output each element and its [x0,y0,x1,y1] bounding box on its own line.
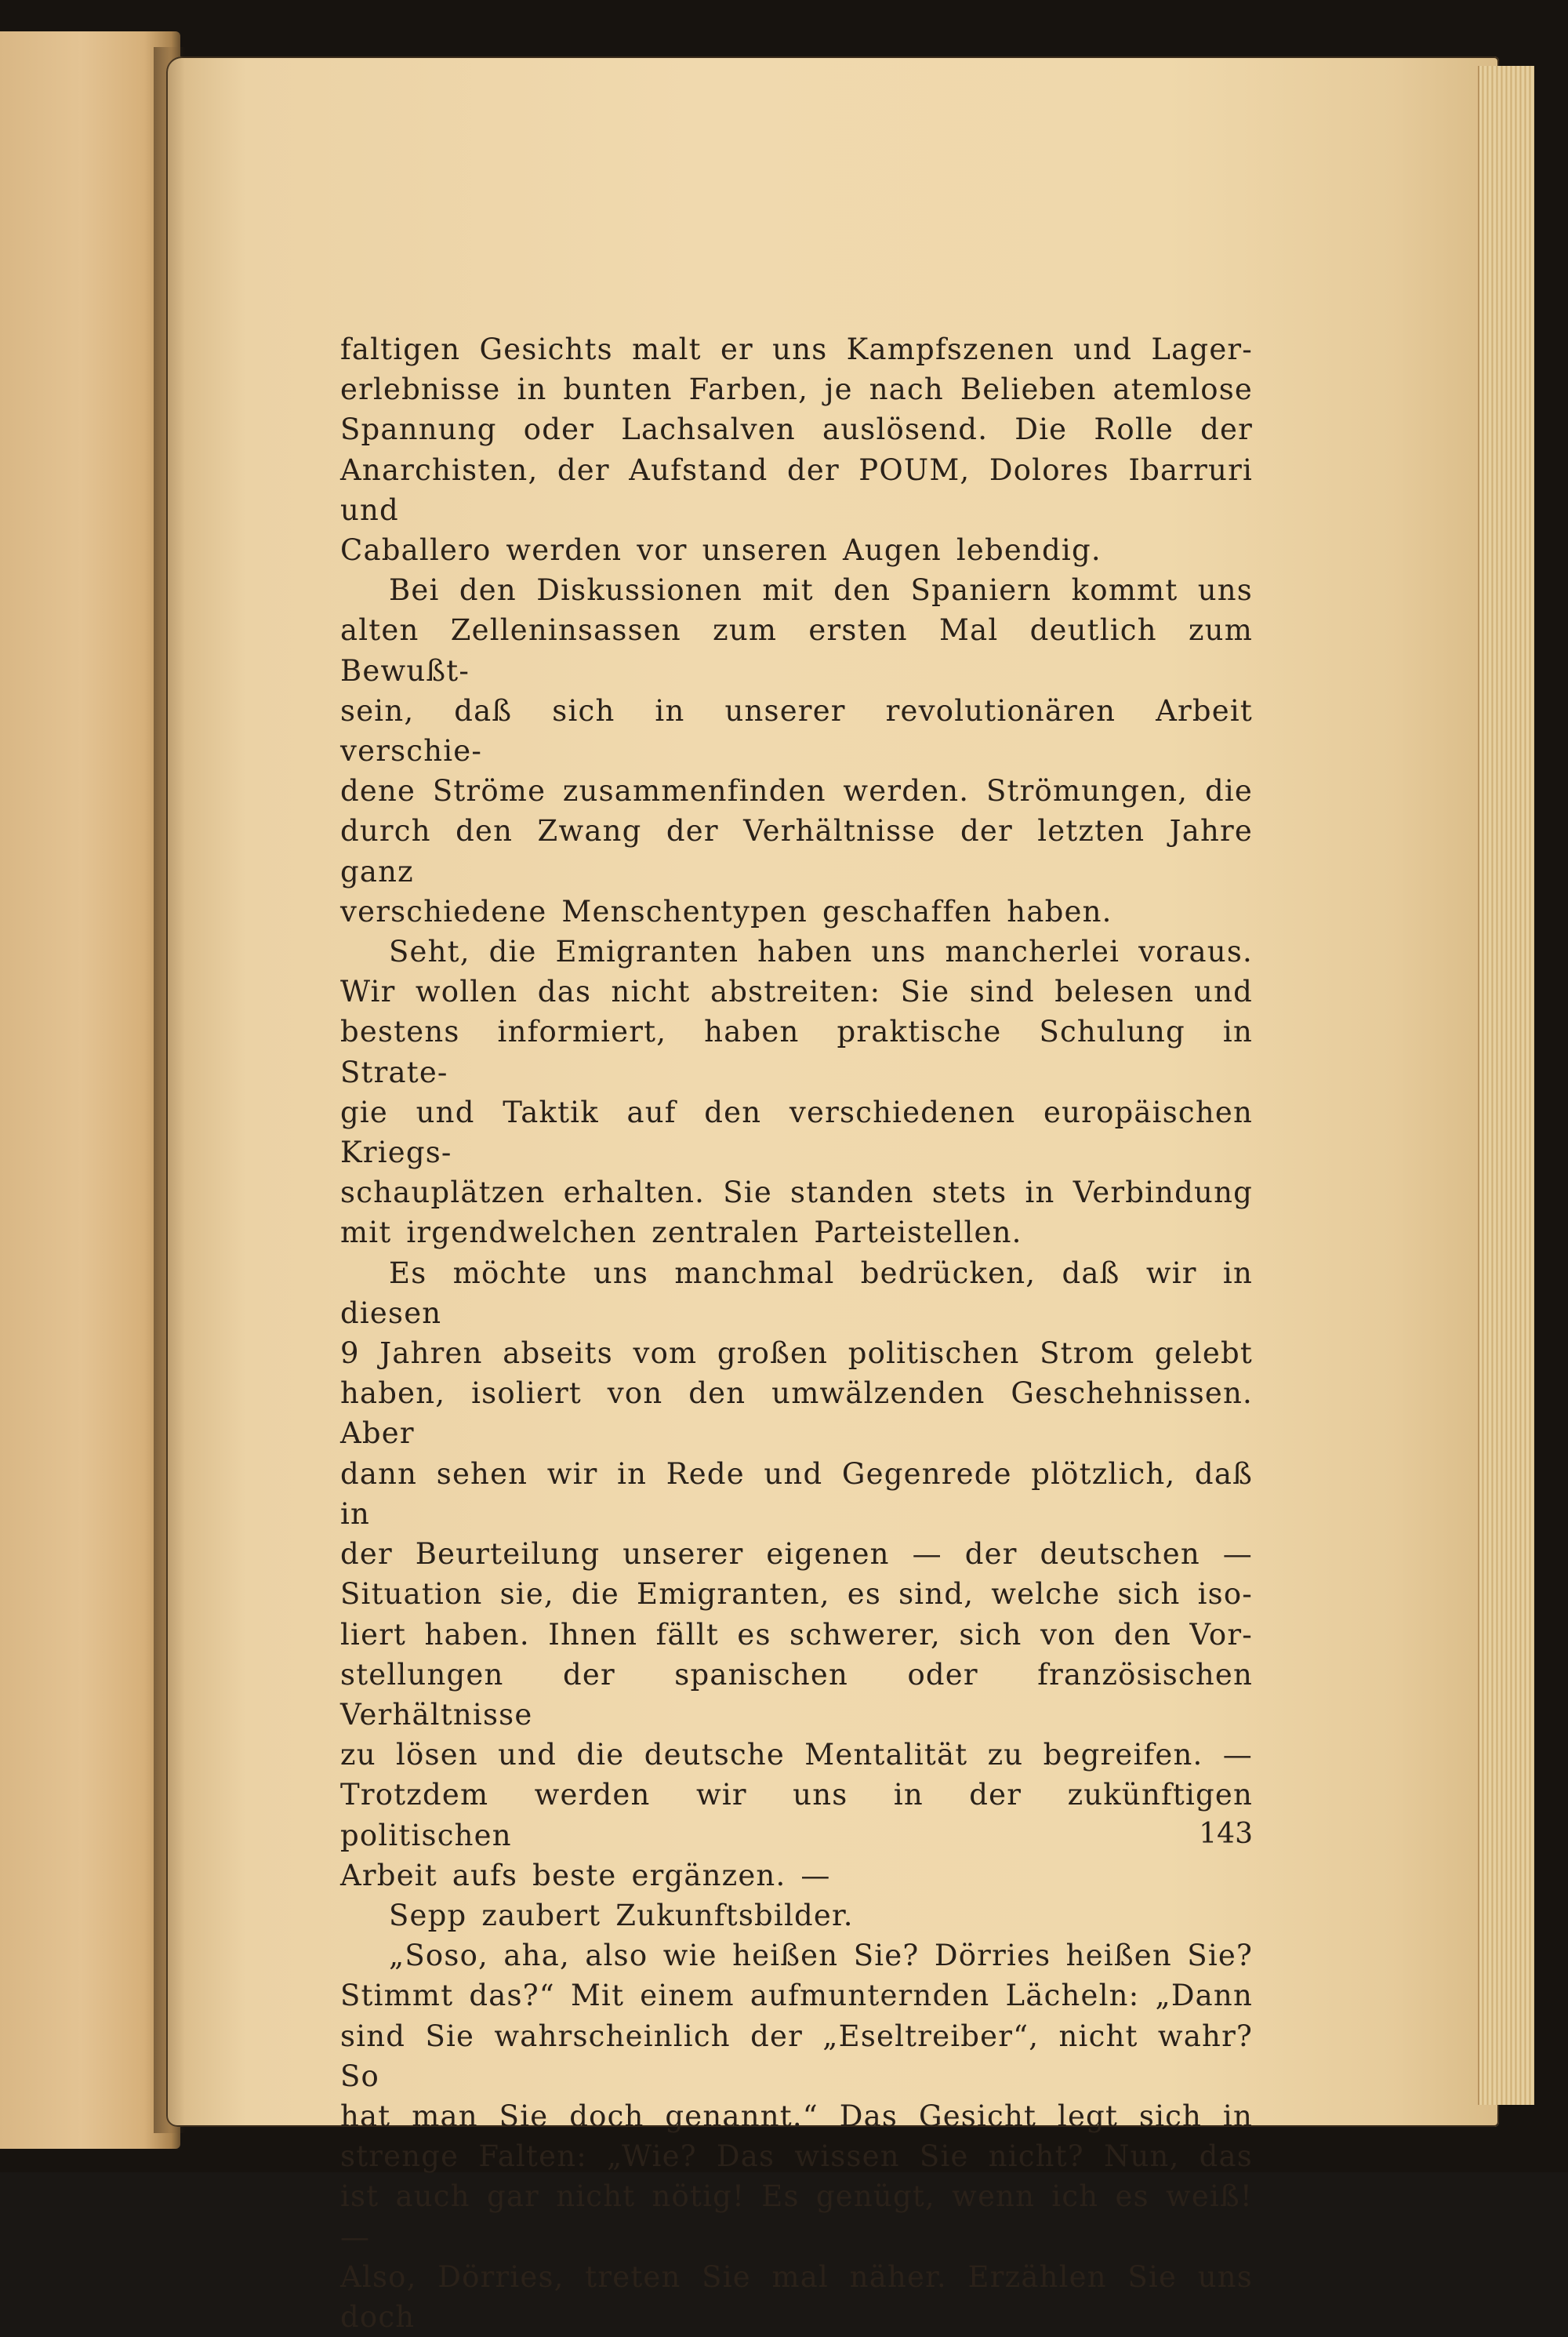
text-line: Caballero werden vor unseren Augen lebendig. [340,533,1102,568]
text-line: hat man Sie doch genannt.“ Das Gesicht legt sich in [340,2099,1253,2133]
text-line: dann sehen wir in Rede und Gegenrede plötzlich, daß in [340,1456,1253,1531]
text-line: mit irgendwelchen zentralen Parteistellen. [340,1216,1022,1250]
text-line: Bei den Diskussionen mit den Spaniern kommt uns [389,573,1253,608]
text-line: dene Ströme zusammenfinden werden. Strömungen, die [340,774,1253,809]
text-line: Anarchisten, der Aufstand der POUM, Dolores Ibarruri und [340,452,1253,527]
text-line: alten Zelleninsassen zum ersten Mal deutlich zum Bewußt- [340,613,1253,688]
text-line: durch den Zwang der Verhältnisse der letzten Jahre ganz [340,814,1253,889]
text-line: sein, daß sich in unserer revolutionären Arbeit verschie- [340,693,1253,769]
text-line: Seht, die Emigranten haben uns mancherlei voraus. [389,935,1253,969]
text-line: haben, isoliert von den umwälzenden Geschehnissen. Aber [340,1376,1253,1451]
text-line: 9 Jahren abseits vom großen politischen Strom gelebt [340,1336,1253,1371]
text-line: Trotzdem werden wir uns in der zukünftigen politischen [340,1778,1253,1852]
text-line: liert haben. Ihnen fällt es schwerer, sich von den Vor- [340,1617,1253,1652]
text-line: stellungen der spanischen oder französischen Verhältnisse [340,1657,1253,1732]
text-line: zu lösen und die deutsche Mentalität zu begreifen. — [340,1738,1253,1772]
book-gutter-shadow [154,47,185,2133]
text-line: ist auch gar nicht nötig! Es genügt, wenn ich es weiß! — [340,2179,1253,2254]
paragraph-4 [340,1253,1253,1895]
page-edges [1478,66,1534,2105]
text-line: Es möchte uns manchmal bedrücken, daß wir in diesen [340,1256,1253,1330]
text-line: der Beurteilung unserer eigenen — der deutschen — [340,1537,1253,1572]
page-number: 143 [1199,1818,1253,1850]
text-line: gie und Taktik auf den verschiedenen europäischen Kriegs- [340,1095,1253,1170]
text-line: Stimmt das?“ Mit einem aufmunternden Lächeln: „Dann [340,1979,1253,2013]
paragraph-2 [340,570,1253,932]
text-line: Also, Dörries, treten Sie mal näher. Erzählen Sie uns doch [340,2259,1253,2334]
text-line: bestens informiert, haben praktische Schulung in Strate- [340,1015,1253,1089]
text-line: Wir wollen das nicht abstreiten: Sie sind belesen und [340,975,1253,1009]
paragraph-6 [340,1935,1253,2337]
paragraph-3 [340,932,1253,1253]
body-text [340,329,1253,2337]
text-line: „Soso, aha, also wie heißen Sie? Dörries heißen Sie? [389,1939,1253,1973]
text-line: verschiedene Menschentypen geschaffen haben. [340,894,1112,929]
text-line: strenge Falten: „Wie? Das wissen Sie nicht? Nun, das [340,2139,1253,2174]
text-line: schauplätzen erhalten. Sie standen stets in Verbindung [340,1176,1253,1210]
paragraph-5 [340,1895,1253,1935]
text-line: Situation sie, die Emigranten, es sind, welche sich iso- [340,1577,1253,1612]
text-line: sind Sie wahrscheinlich der „Eseltreiber“, nicht wahr? So [340,2019,1253,2093]
text-line: Sepp zaubert Zukunftsbilder. [389,1898,854,1932]
text-line: Arbeit aufs beste ergänzen. — [340,1858,831,1892]
text-line: faltigen Gesichts malt er uns Kampfszenen und Lager- [340,333,1253,366]
paragraph-1 [340,329,1253,570]
text-line: Spannung oder Lachsalven auslösend. Die Rolle der [340,413,1253,447]
text-line: erlebnisse in bunten Farben, je nach Belieben atemlose [340,373,1253,407]
